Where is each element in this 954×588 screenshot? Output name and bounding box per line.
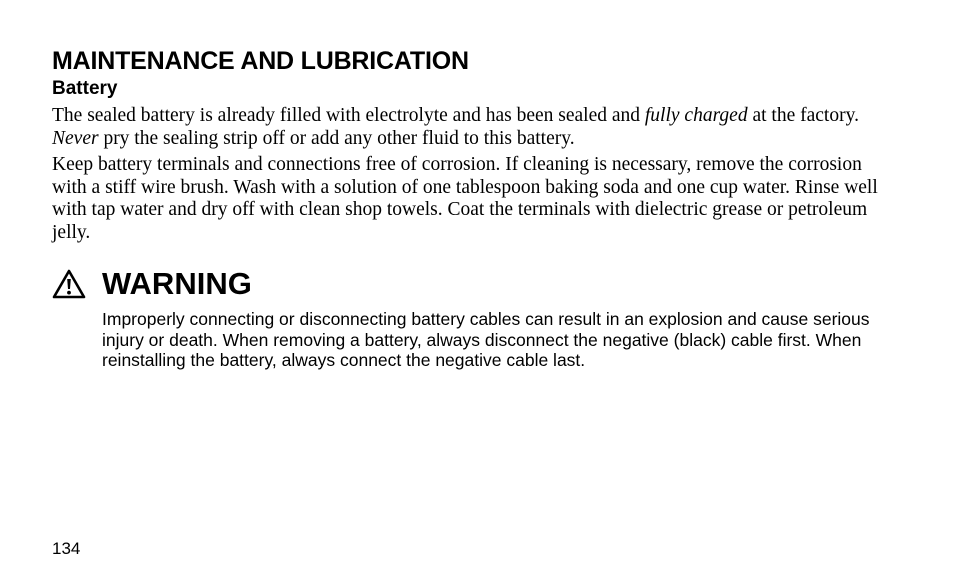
- subsection-title: Battery: [52, 78, 118, 99]
- emphasis-text: Never: [52, 127, 99, 149]
- warning-text: Improperly connecting or disconnecting battery cables can result in an explosion and cause serious injury or death. When removing a battery, always disconnect the negative (black) cable first. When reinstalling the battery, always connect the negative cable last.: [102, 309, 870, 370]
- paragraph-text: pry the sealing strip off or add any other fluid to this battery.: [98, 127, 575, 149]
- paragraph-text: at the factory.: [747, 105, 859, 126]
- warning-header: [52, 266, 252, 302]
- page-number: 134: [52, 539, 81, 558]
- section-title: MAINTENANCE AND LUBRICATION: [52, 47, 469, 75]
- battery-intro-paragraph: [52, 105, 892, 150]
- paragraph-text: The sealed battery is already filled with electrolyte and has been sealed and: [52, 105, 645, 126]
- page-content: [52, 46, 892, 248]
- warning-triangle-icon: [52, 269, 86, 299]
- battery-care-paragraph: Keep battery terminals and connections free of corrosion. If cleaning is necessary, remove the corrosion with a stiff wire brush. Wash with a solution of one tablespoon baking soda and one cup water. Rinse well with tap water and dry off with clean shop towels. Coat the terminals with dielectric grease or petroleum jelly.: [52, 154, 878, 243]
- warning-title: WARNING: [102, 266, 252, 301]
- emphasis-text: fully charged: [644, 105, 748, 126]
